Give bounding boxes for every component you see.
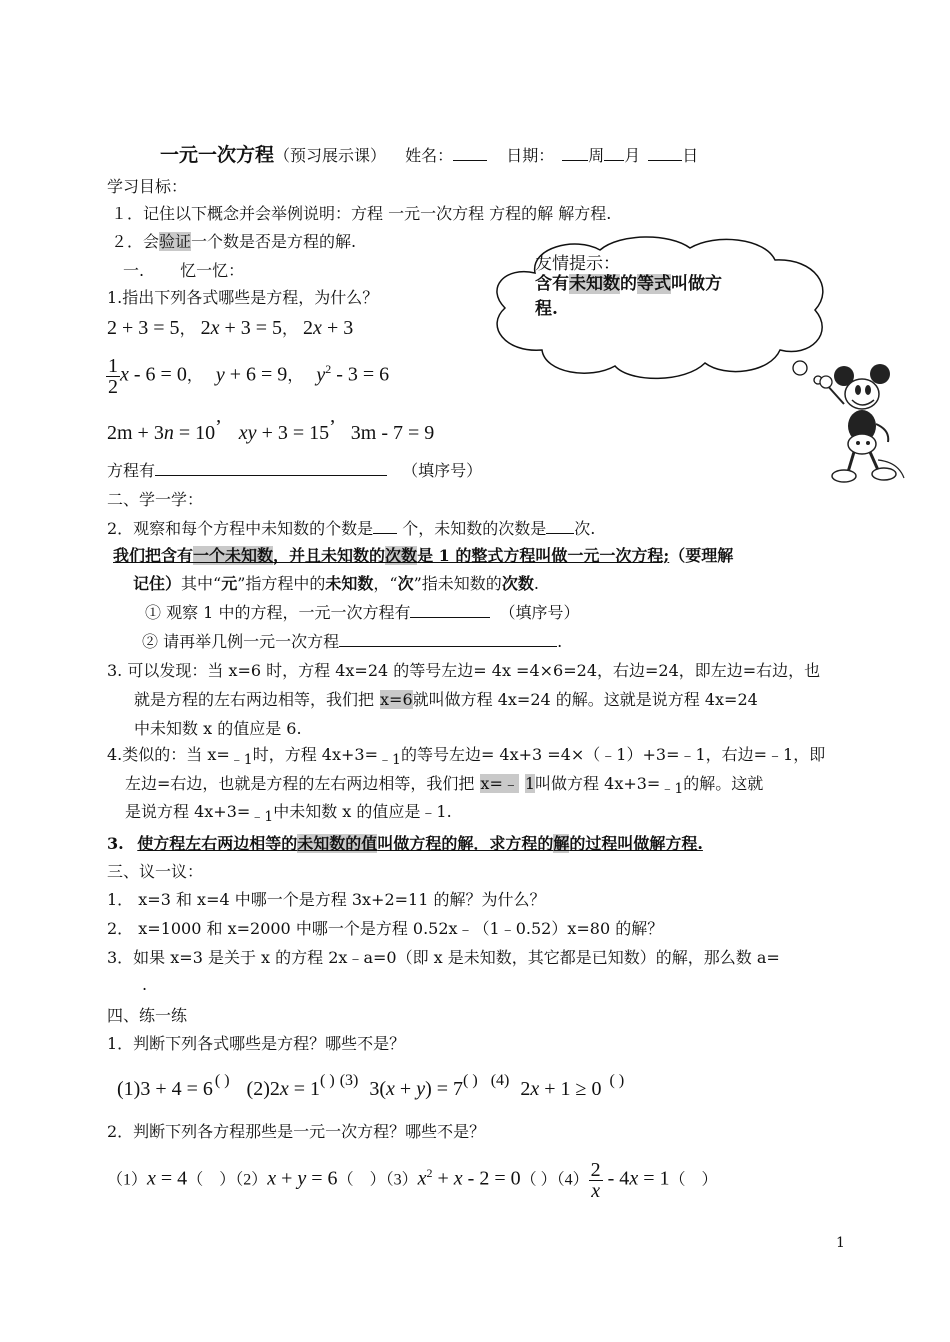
section1-question: 1.指出下列各式哪些是方程，为什么？ [107, 288, 379, 307]
paragraph-3-line-2: 就是方程的左右两边相等，我们把 x=6就叫做方程 4x=24 的解。这就是说方程 4x=24 [134, 690, 758, 709]
observe-blank-2 [339, 630, 557, 647]
cloud-bubble-large [793, 361, 807, 375]
section3-question-3: 3．如果 x=3 是关于 x 的方程 2x﹣a=0（即 x 是未知数，其它都是已知数）的解，那么数 a= [107, 948, 780, 967]
section3-question-2: 2． x=1000 和 x=2000 中哪一个是方程 0.52x﹣（1﹣0.52）x=80 的解？ [107, 919, 664, 938]
paragraph-4-line-3: 是说方程 4x+3=﹣1中未知数 x 的值应是﹣1. [125, 802, 452, 825]
section2-heading: 二、学一学： [107, 490, 204, 509]
observe-item-2: ② 请再举几例一元一次方程 . [142, 632, 563, 651]
practice-2-row: （1）x = 4（ ）（2）x + y = 6（ ）$(3)x^2 + x - 2 = 0$（ ）（4） $\frac{2}{x}$ - 4x = 1（ ） [107, 1158, 718, 1202]
month-blank [604, 144, 624, 161]
observe-blank-1 [410, 601, 490, 618]
thought-cloud [480, 228, 840, 388]
section3-heading: 三、议一议： [107, 862, 204, 881]
objective-2: ２．会验证一个数是否是方程的解. [111, 232, 357, 251]
page-number: 1 [836, 1235, 845, 1251]
paragraph-3-line-3: 中未知数 x 的值应是 6. [134, 719, 302, 738]
equation-row-1: 2 + 3 = 5， 2x + 3 = 5， 2x + 3 [107, 317, 354, 339]
date-label: 日期： [506, 146, 555, 165]
paragraph-3-line-1: 3. 可以发现：当 x=6 时，方程 4x=24 的等号左边= 4x =4×6=24，右边=24，即左边=右边，也 [107, 661, 821, 680]
day-blank [648, 144, 682, 161]
section4-question-2: 2．判断下列各方程那些是一元一次方程？哪些不是？ [107, 1122, 486, 1141]
section2-question-2: 2．观察和每个方程中未知数的个数是 个，未知数的次数是 次. [107, 519, 596, 538]
section3-question-1: 1． x=3 和 x=4 中哪一个是方程 3x+2=11 的解？为什么？ [107, 890, 546, 909]
count-blank [373, 517, 397, 534]
practice-1-row: (1)3 + 4 = 6 ( ) (2)2x = 1( ) $^{(3)}$ 3(x + y) = 7( ) $^{(4)}$ 2x + 1 ≥ 0 ( ) [117, 1072, 625, 1100]
cloud-line-3: 程. [535, 299, 558, 319]
degree-blank [546, 517, 574, 534]
equation-row-3: 2m + 3n = 10’ xy + 3 = 15’ 3m - 7 = 9 [107, 416, 435, 444]
name-label: 姓名： [405, 146, 454, 165]
month-label: 月 [624, 146, 641, 165]
page-title: 一元一次方程 [160, 144, 275, 166]
equations-answer: 方程有 （填序号） [107, 461, 483, 480]
fraction-two-over-x: $\frac{2}{x}$ [590, 1158, 601, 1202]
section4-question-1: 1．判断下列各式哪些是方程？哪些不是？ [107, 1034, 406, 1053]
paragraph-4-line-2: 左边=右边，也就是方程的左右两边相等，我们把 x=﹣ 1叫做方程 4x+3=﹣1的解。这就 [125, 774, 764, 797]
cloud-line-1: 友情提示： [535, 254, 620, 274]
definition-line-1: 我们把含有一个未知数，并且未知数的次数是 1 的整式方程叫做一元一次方程;（要理解 [113, 546, 734, 565]
document-header [160, 142, 698, 169]
observe-item-1: ① 观察 1 中的方程，一元一次方程有 （填序号） [145, 603, 580, 622]
fraction-half: $\frac{1}{2}$ [108, 354, 118, 398]
paragraph-4-line-1: 4.类似的：当 x=﹣1时，方程 4x+3=﹣1的等号左边= 4x+3 =4×（﹣1）+3=﹣1，右边=﹣1，即 [107, 745, 826, 768]
week-blank [562, 144, 588, 161]
answer-blank [155, 459, 387, 476]
objective-1: １．记住以下概念并会举例说明：方程 一元一次方程 方程的解 解方程. [111, 204, 612, 223]
cartoon-mouse-illustration [818, 364, 908, 484]
solution-definition: 3. 使方程左右两边相等的未知数的值叫做方程的解．求方程的解的过程叫做解方程. [107, 834, 703, 853]
day-label: 日 [682, 146, 699, 165]
section4-heading: 四、练一练 [107, 1006, 188, 1025]
section1-heading: 一. 忆一忆： [123, 261, 245, 280]
title-subtitle: （预习展示课） [274, 146, 387, 165]
cloud-line-2: 含有未知数的等式叫做方 [535, 274, 722, 294]
section3-question-3-end: . [142, 975, 148, 994]
objectives-heading: 学习目标： [107, 177, 188, 196]
week-label: 周 [588, 146, 605, 165]
definition-line-2: 记住）其中“元”指方程中的未知数，“次”指未知数的次数. [133, 574, 539, 593]
name-blank [453, 144, 487, 161]
equation-row-2: $\frac{1}{2}$ x - 6 = 0， y + 6 = 9， $y^2 - 3 = 6$ [108, 354, 390, 398]
